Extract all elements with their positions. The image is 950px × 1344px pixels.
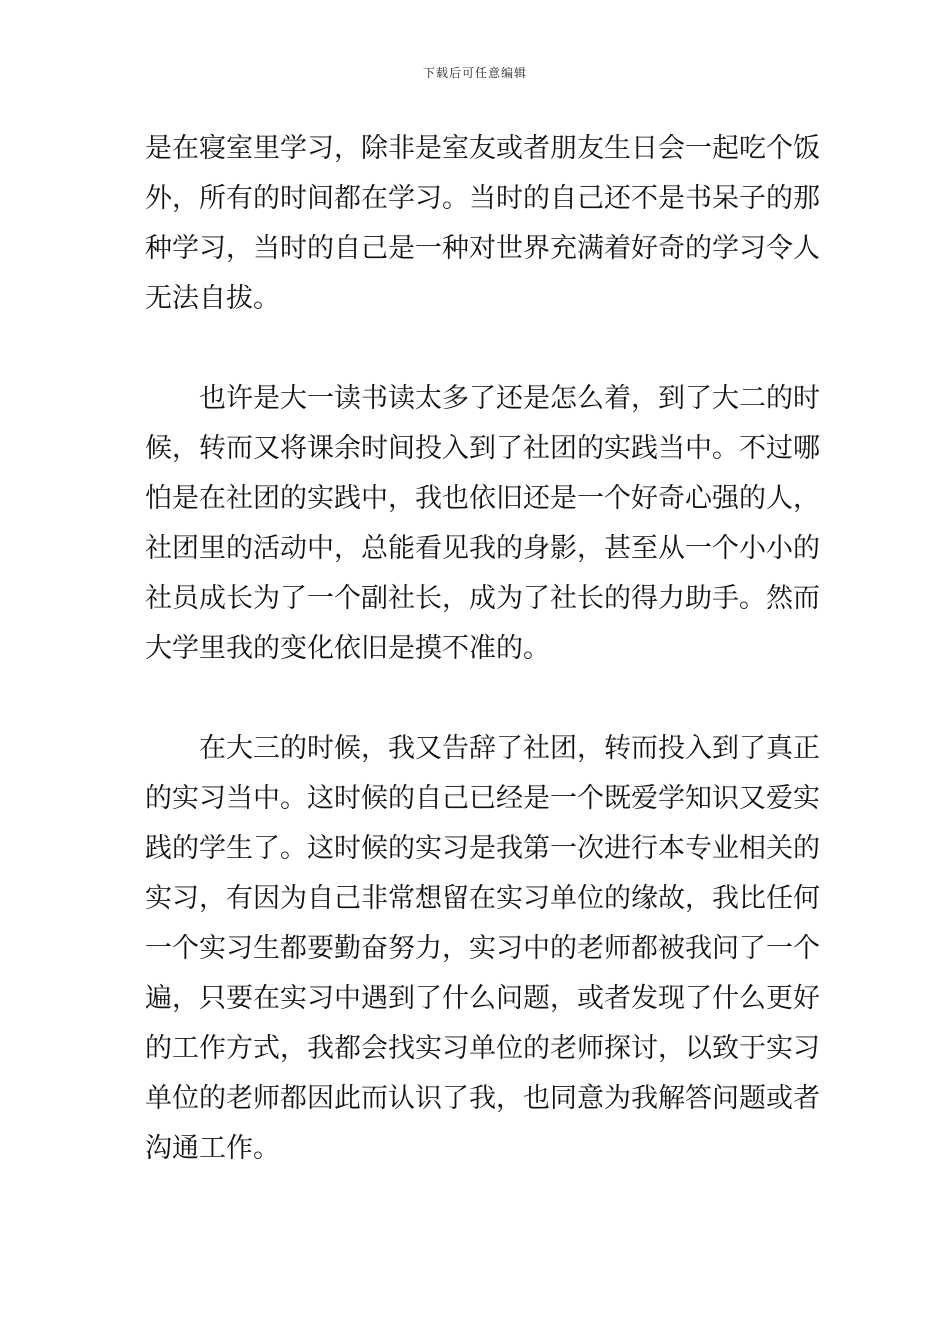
text-line: 社员成长为了一个副社长，成为了社长的得力助手。然而 <box>145 583 820 614</box>
text-line: 单位的老师都因此而认识了我，也同意为我解答问题或者 <box>145 1083 820 1114</box>
text-line: 也许是大一读书读太多了还是怎么着，到了大二的时 <box>199 383 820 414</box>
text-line: 实习，有因为自己非常想留在实习单位的缘故，我比任何 <box>145 883 820 914</box>
text-line: 在大三的时候，我又告辞了社团，转而投入到了真正 <box>199 733 820 764</box>
text-line: 外，所有的时间都在学习。当时的自己还不是书呆子的那 <box>145 183 820 214</box>
text-line: 遍，只要在实习中遇到了什么问题，或者发现了什么更好 <box>145 983 820 1014</box>
paragraph-spacer <box>145 674 807 724</box>
paragraph-3 <box>145 724 820 1174</box>
paragraph-2 <box>145 374 820 674</box>
text-line: 怕是在社团的实践中，我也依旧还是一个好奇心强的人， <box>145 483 820 514</box>
text-line: 的工作方式，我都会找实习单位的老师探讨，以致于实习 <box>145 1033 820 1064</box>
text-line: 一个实习生都要勤奋努力，实习中的老师都被我问了一个 <box>145 933 820 964</box>
text-line: 无法自拔。 <box>145 283 280 314</box>
text-line: 种学习，当时的自己是一种对世界充满着好奇的学习令人 <box>145 233 820 264</box>
text-line: 社团里的活动中，总能看见我的身影，甚至从一个小小的 <box>145 533 820 564</box>
paragraph-spacer <box>145 324 807 374</box>
text-line: 大学里我的变化依旧是摸不准的。 <box>145 633 550 664</box>
body-text <box>145 124 820 1174</box>
header-note: 下载后可任意编辑 <box>422 66 527 80</box>
paragraph-1 <box>145 124 820 324</box>
text-line: 候，转而又将课余时间投入到了社团的实践当中。不过哪 <box>145 433 820 464</box>
text-line: 是在寝室里学习，除非是室友或者朋友生日会一起吃个饭 <box>145 133 820 164</box>
text-line: 的实习当中。这时候的自己已经是一个既爱学知识又爱实 <box>145 783 820 814</box>
text-line: 践的学生了。这时候的实习是我第一次进行本专业相关的 <box>145 833 820 864</box>
text-line: 沟通工作。 <box>145 1133 280 1164</box>
